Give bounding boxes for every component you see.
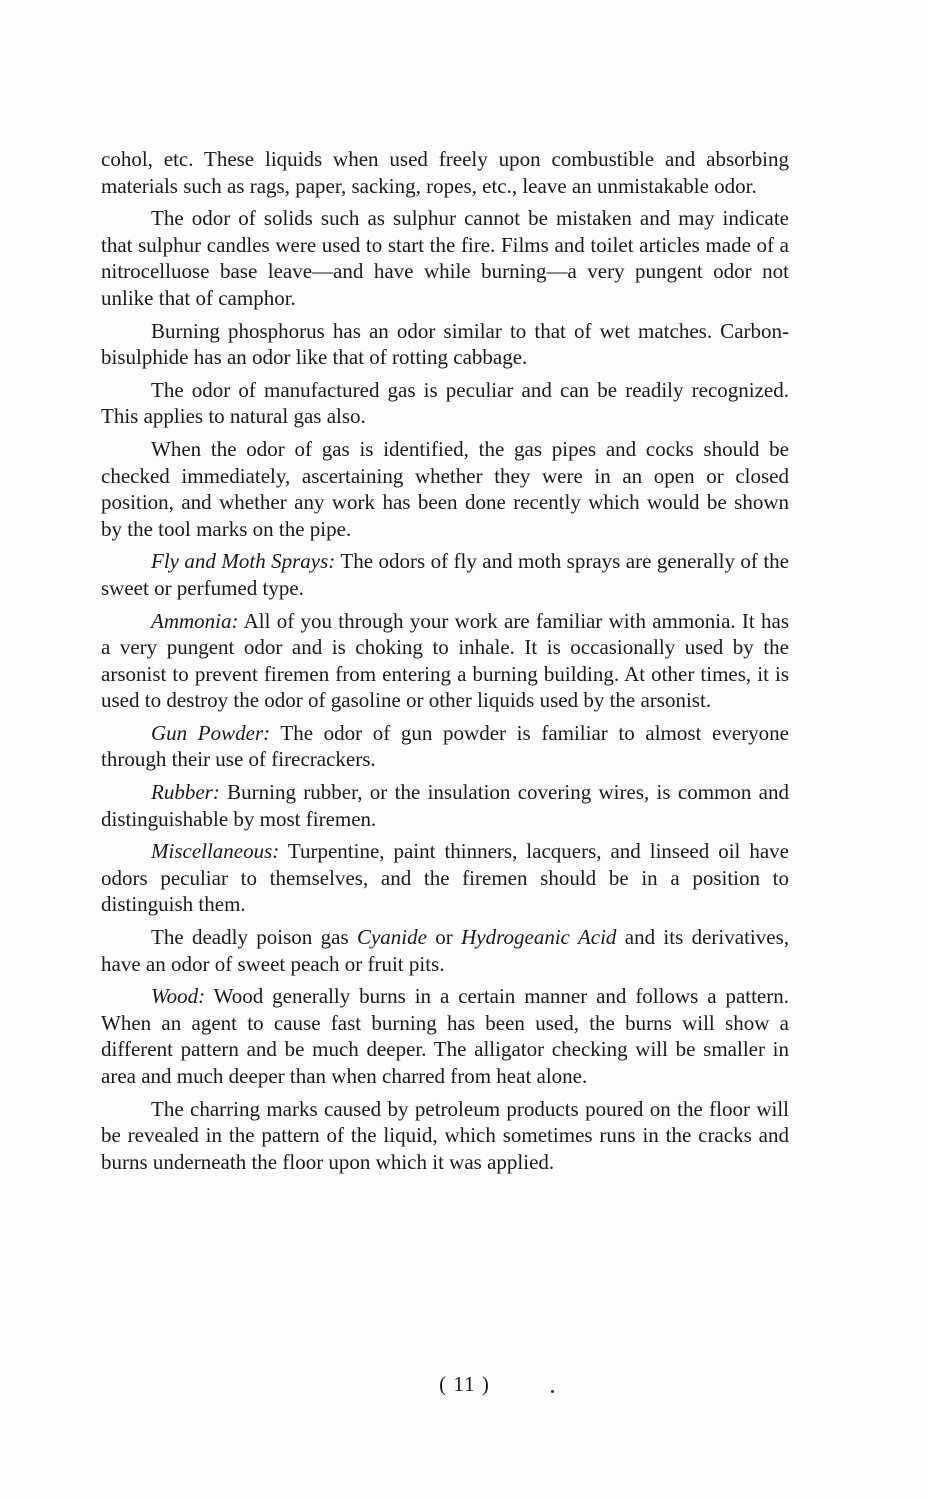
paragraph: [101, 838, 789, 918]
paragraph-text: The deadly poison gas: [151, 925, 357, 950]
paragraph-text: When the odor of gas is identified, the gas pipes and cocks should be checked immediately, ascertaining whether they were in an open or closed position, and whether any work has been done recently which would be shown by the tool marks on the pipe.: [101, 436, 789, 541]
italic-term: Miscellaneous:: [151, 839, 280, 864]
paragraph: [101, 608, 789, 714]
paragraph: [101, 720, 789, 773]
italic-term: Rubber:: [151, 780, 220, 805]
paragraph: [101, 1096, 789, 1176]
italic-term: Hydrogeanic Acid: [461, 925, 617, 950]
paragraph-text: The odors of fly and moth sprays are generally of the sweet or perfumed type.: [101, 549, 789, 600]
paragraph: [101, 377, 789, 430]
paragraph: [101, 779, 789, 832]
paragraph-text: The odor of gun powder is familiar to almost everyone through their use of firecrackers.: [101, 720, 789, 772]
paragraph: [101, 318, 789, 371]
italic-term: Gun Powder:: [151, 720, 271, 745]
italic-term: Cyanide: [356, 925, 427, 950]
paragraph-text: The odor of manufactured gas is peculiar and can be readily recognized. This applies to natural gas also.: [101, 377, 789, 429]
paragraph-text: Wood generally burns in a certain manner and follows a pattern. When an agent to cause fast burning has been used, the burns will show a different pattern and be much deeper. The alligator checking will be smaller in area and much deeper than when charred from heat alone.: [101, 984, 789, 1088]
paragraph-text: Burning phosphorus has an odor similar to that of wet matches. Carbon-bisulphide has an odor like that of rotting cabbage.: [101, 318, 789, 370]
paragraph-text: The charring marks caused by petroleum products poured on the floor will be revealed in the pattern of the liquid, which sometimes runs in the cracks and burns underneath the floor upon which it was applied.: [101, 1096, 789, 1174]
paragraph: [101, 983, 789, 1089]
italic-term: Ammonia:: [151, 608, 239, 633]
italic-term: Fly and Moth Sprays:: [151, 549, 336, 574]
paragraph-text: and its derivatives, have an odor of sweet peach or fruit pits.: [101, 925, 789, 976]
paragraph: [101, 436, 789, 542]
paragraph: [101, 924, 789, 977]
paragraph: [101, 548, 789, 601]
paragraph-text: The odor of solids such as sulphur cannot be mistaken and may indicate that sulphur candles were used to start the fire. Films and toilet articles made of a nitrocelluose base leave—and have while burning—a very pungent odor not unlike that of camphor.: [101, 206, 789, 310]
paragraph: [101, 205, 789, 311]
paragraph-text: cohol, etc. These liquids when used freely upon combustible and absorbing materials such as rags, paper, sacking, ropes, etc., leave an unmistakable odor.: [101, 147, 789, 198]
paragraph-text: or: [426, 925, 462, 950]
paragraph-text: Turpentine, paint thinners, lacquers, and linseed oil have odors peculiar to themselves, and the firemen should be in a position to distinguish them.: [101, 839, 789, 917]
page-number: ( 11 ): [439, 1372, 490, 1396]
paragraph-text: All of you through your work are familiar with ammonia. It has a very pungent odor and is choking to inhale. It is occasionally used by the arsonist to prevent firemen from entering a burning building. At other times, it is used to destroy the odor of gasoline or other liquids used by the arsonist.: [101, 608, 789, 713]
page-body: [101, 146, 789, 1181]
italic-term: Wood:: [151, 984, 206, 1009]
paragraph-text: Burning rubber, or the insulation covering wires, is common and distinguishable by most firemen.: [101, 780, 789, 831]
ink-speck: [551, 1390, 554, 1393]
paragraph: [101, 146, 789, 199]
